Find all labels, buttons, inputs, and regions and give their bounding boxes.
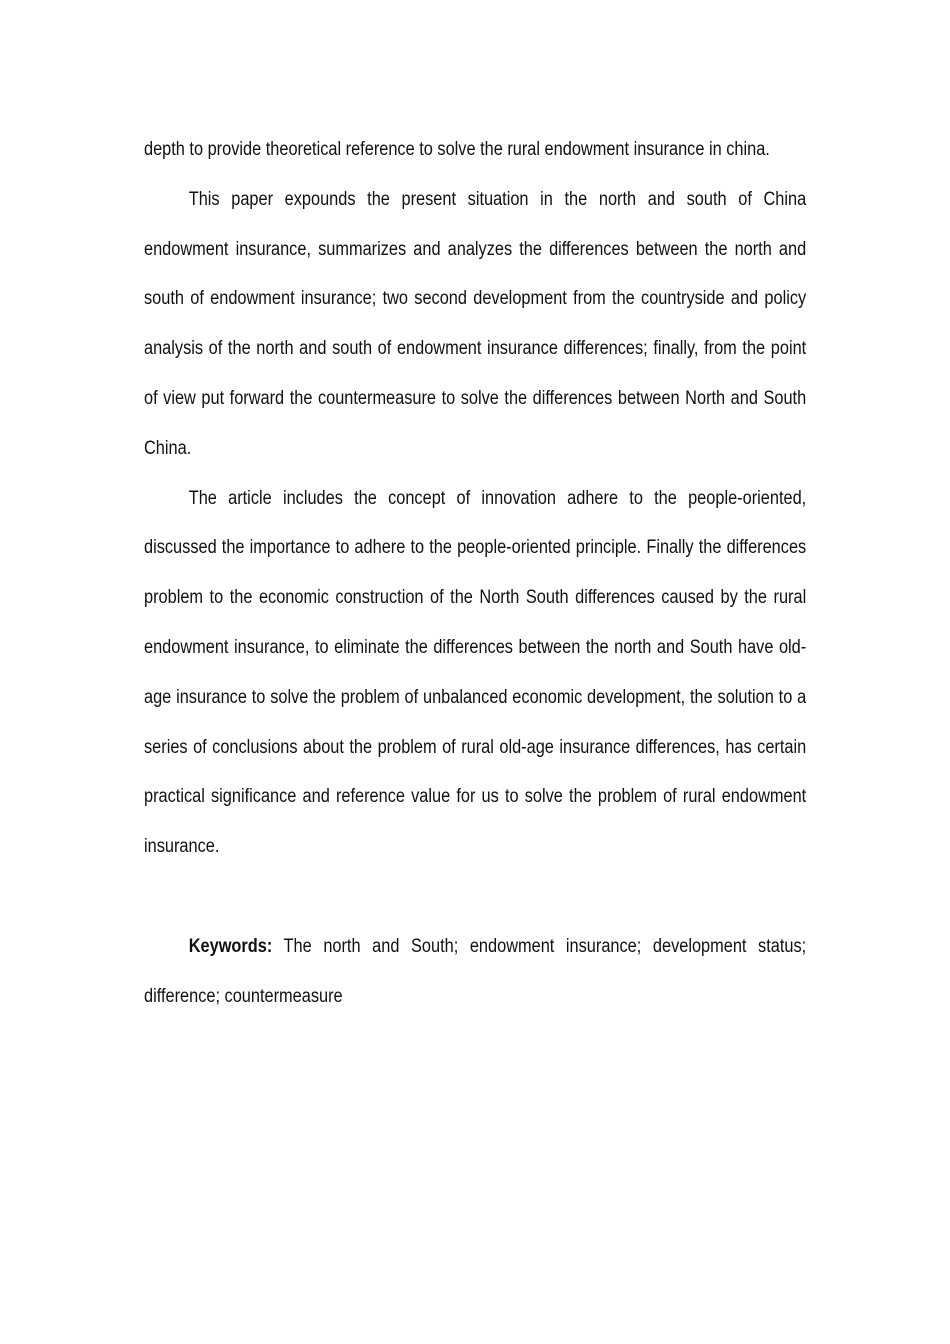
- keywords-text: The north and South; endowment insurance; development status; difference; countermeasure: [144, 935, 807, 1007]
- paragraph-article: The article includes the concept of innovation adhere to the people-oriented, discussed the importance to adhere to the people-oriented principle. Finally the differences problem to the economic construction of the North South differences caused by the rural endowment insurance, to eliminate the differences between the north and South have old-age insurance to solve the problem of unbalanced economic development, the solution to a series of conclusions about the problem of rural old-age insurance differences, has certain practical significance and reference value for us to solve the problem of rural endowment insurance.: [144, 487, 807, 858]
- paragraph-gap: [144, 872, 806, 922]
- abstract-body: [144, 125, 806, 1021]
- keywords-label: Keywords:: [188, 935, 273, 957]
- paragraph-situation: This paper expounds the present situation in the north and south of China endowment insurance, summarizes and analyzes the differences between the north and south of endowment insurance; two second development from the countryside and policy analysis of the north and south of endowment insurance differences; finally, from the point of view put forward the countermeasure to solve the differences between North and South China.: [144, 188, 807, 459]
- paragraph-continuation: depth to provide theoretical reference to solve the rural endowment insurance in china.: [144, 139, 770, 160]
- keywords-paragraph: [144, 922, 806, 1022]
